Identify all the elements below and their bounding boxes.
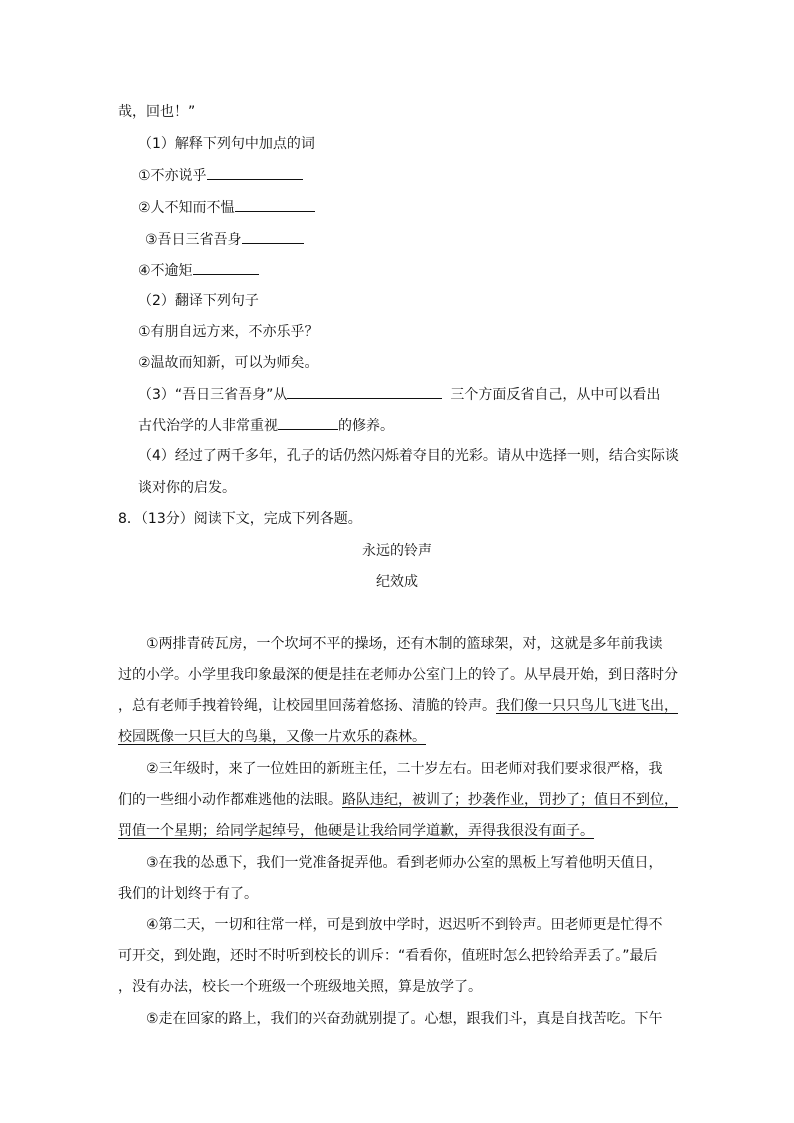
q3-line-2-part-2: 的修养。	[338, 418, 394, 434]
para-1-line-1: ①两排青砖瓦房，一个坎坷不平的操场，还有木制的篮球架，对，这就是多年前我读	[146, 636, 663, 652]
para-2-line-2	[118, 790, 678, 810]
q1-item-4-text: ④不逾矩	[138, 263, 193, 279]
para-3-line-2: 我们的计划终于有了。	[118, 886, 258, 902]
para-4-line-1: ④第二天，一切和往常一样，可是到放中学时，迟迟听不到铃声。田老师更是忙得不	[146, 917, 663, 933]
q1-item-4	[138, 260, 259, 281]
q1-item-1	[138, 165, 303, 186]
q2-title: （2）翻译下列句子	[138, 293, 259, 309]
answer-blank[interactable]	[235, 197, 315, 212]
q4-line-2: 谈对你的启发。	[138, 480, 236, 496]
q1-item-3	[145, 229, 304, 250]
para-1-line-2: 过的小学。小学里我印象最深的便是挂在老师办公室门上的铃了。从早晨开始，到日落时分	[118, 667, 678, 683]
para-4-line-2: 可开交，到处跑，还时不时听到校长的训斥：“看看你，值班时怎么把铃给弄丢了。”最后	[118, 948, 658, 964]
answer-blank[interactable]	[207, 165, 303, 180]
passage-title: 永远的铃声	[362, 543, 432, 559]
answer-blank[interactable]	[193, 260, 259, 275]
q1-item-2	[138, 197, 315, 218]
q4-line-1: （4）经过了两千多年，孔子的话仍然闪烁着夺目的光彩。请从中选择一则，结合实际谈	[138, 448, 679, 464]
para-3-line-1: ③在我的怂恿下，我们一党准备捉弄他。看到老师办公室的黑板上写着他明天值日，	[146, 855, 663, 871]
passage-author: 纪效成	[376, 574, 418, 590]
para-1-line-3	[118, 696, 678, 716]
q2-item-2: ②温故而知新，可以为师矣。	[138, 355, 319, 371]
q3-part-1: （3）“吾日三省吾身”从	[138, 387, 288, 403]
question-8-heading: 8．（13分）阅读下文，完成下列各题。	[118, 511, 362, 527]
answer-blank[interactable]	[242, 229, 304, 244]
underlined-sentence: 我们像一只只鸟儿飞进飞出，	[496, 698, 678, 714]
quote-ending: 哉，回也！”	[118, 104, 196, 120]
q1-item-2-text: ②人不知而不愠	[138, 200, 235, 216]
para-2-line-3-underlined: 罚值一个星期；给同学起绰号，他硬是让我给同学道歉，弄得我很没有面子。	[118, 823, 594, 839]
underlined-sentence: 路队违纪，被训了；抄袭作业，罚抄了；值日不到位，	[342, 792, 678, 808]
q3-line-2-part-1: 古代治学的人非常重视	[138, 418, 278, 434]
q1-item-1-text: ①不亦说乎	[138, 168, 207, 184]
q1-item-3-text: ③吾日三省吾身	[145, 232, 242, 248]
q3-line-2	[138, 415, 394, 436]
q1-title: （1）解释下列句中加点的词	[138, 136, 315, 152]
para-2-line-1: ②三年级时，来了一位姓田的新班主任，二十岁左右。田老师对我们要求很严格，我	[146, 761, 663, 777]
para-1-line-4-underlined: 校园既像一只巨大的鸟巢，又像一片欢乐的森林。	[118, 729, 426, 745]
para-2-line-2-text: 们的一些细小动作都难逃他的法眼。	[118, 792, 342, 808]
para-5-line-1: ⑤走在回家的路上，我们的兴奋劲就别提了。心想，跟我们斗，真是自找苦吃。下午	[146, 1011, 663, 1027]
answer-blank[interactable]	[287, 384, 442, 399]
q3-part-2: 三个方面反省自己，从中可以看出	[450, 387, 661, 403]
para-1-line-3-text: ，总有老师手拽着铃绳，让校园里回荡着悠扬、清脆的铃声。	[118, 698, 496, 714]
q3-line-1	[138, 384, 660, 405]
q2-item-1: ①有朋自远方来，不亦乐乎？	[138, 324, 319, 340]
para-4-line-3: ，没有办法，校长一个班级一个班级地关照，算是放学了。	[118, 979, 482, 995]
answer-blank[interactable]	[278, 415, 338, 430]
